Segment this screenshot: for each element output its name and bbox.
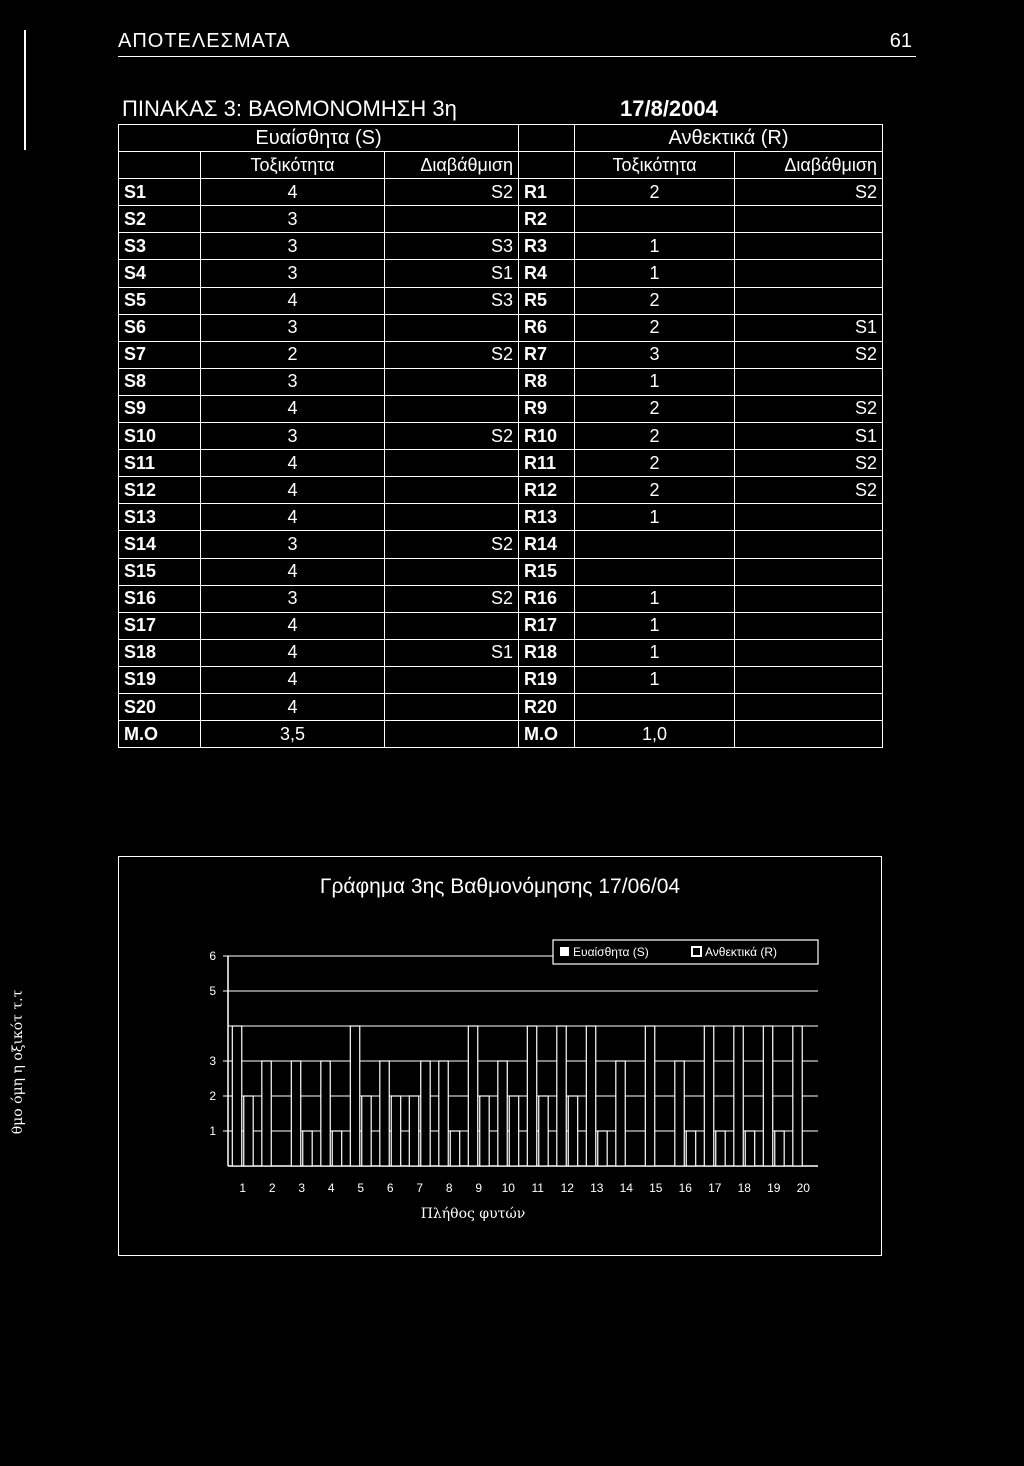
cell-sensitive-toxicity: 3 xyxy=(201,423,385,450)
x-tick-label: 18 xyxy=(737,1181,751,1195)
empty-cell xyxy=(519,125,575,152)
cell-resistant-toxicity xyxy=(575,206,735,233)
cell-sensitive-grading xyxy=(385,504,519,531)
page-number: 61 xyxy=(889,30,912,52)
table-row xyxy=(119,450,883,477)
mean-row xyxy=(119,721,883,748)
cell-resistant-id: R10 xyxy=(519,423,575,450)
section-title: ΑΠΟΤΕΛΕΣΜΑΤΑ xyxy=(118,30,291,52)
bar-resistant xyxy=(686,1131,695,1166)
cell-sensitive-id: S12 xyxy=(119,477,201,504)
cell-sensitive-grading: S2 xyxy=(385,531,519,558)
cell-resistant-toxicity: 1 xyxy=(575,504,735,531)
table-row xyxy=(119,693,883,720)
bar-resistant xyxy=(244,1096,253,1166)
table-row xyxy=(119,314,883,341)
bar-sensitive xyxy=(645,1026,654,1166)
cell-sensitive-toxicity: 4 xyxy=(201,639,385,666)
bar-sensitive xyxy=(321,1061,330,1166)
legend-label-sensitive: Ευαίσθητα (S) xyxy=(573,945,649,959)
x-tick-label: 15 xyxy=(649,1181,663,1195)
x-tick-label: 20 xyxy=(796,1181,810,1195)
cell-sensitive-grading: S2 xyxy=(385,585,519,612)
group-sensitive: Ευαίσθητα (S) xyxy=(119,125,519,152)
x-tick-label: 7 xyxy=(416,1181,424,1195)
cell-sensitive-toxicity: 3 xyxy=(201,585,385,612)
table-row xyxy=(119,558,883,585)
table-row xyxy=(119,179,883,206)
cell-sensitive-grading: S2 xyxy=(385,179,519,206)
table-row xyxy=(119,477,883,504)
cell-resistant-grading: S2 xyxy=(735,450,883,477)
margin-rule xyxy=(24,30,26,150)
cell-resistant-id: R9 xyxy=(519,395,575,422)
x-tick-label: 17 xyxy=(708,1181,722,1195)
cell-resistant-toxicity: 2 xyxy=(575,287,735,314)
bar-resistant xyxy=(391,1096,400,1166)
cell-resistant-toxicity xyxy=(575,558,735,585)
cell-resistant-toxicity: 2 xyxy=(575,450,735,477)
bar-resistant xyxy=(421,1061,430,1166)
chart-y-label: θμο όμη η οξικότ τ.τ xyxy=(10,989,26,1135)
bar-resistant xyxy=(362,1096,371,1166)
cell-resistant-toxicity: 2 xyxy=(575,423,735,450)
cell-sensitive-grading: S1 xyxy=(385,260,519,287)
cell-resistant-id: R6 xyxy=(519,314,575,341)
cell-resistant-grading: S2 xyxy=(735,477,883,504)
bar-resistant xyxy=(568,1096,577,1166)
cell-sensitive-id: S15 xyxy=(119,558,201,585)
cell-sensitive-id: S4 xyxy=(119,260,201,287)
cell-sensitive-toxicity: 4 xyxy=(201,477,385,504)
column-header-row xyxy=(119,152,883,179)
bar-sensitive xyxy=(291,1061,300,1166)
table-row xyxy=(119,260,883,287)
cell-resistant-id: R8 xyxy=(519,368,575,395)
cell-resistant-toxicity: 1 xyxy=(575,260,735,287)
cell-resistant-grading xyxy=(735,233,883,260)
x-tick-label: 12 xyxy=(560,1181,574,1195)
bar-sensitive xyxy=(527,1026,536,1166)
y-tick-label: 6 xyxy=(209,949,216,963)
group-header-row xyxy=(119,125,883,152)
x-tick-label: 10 xyxy=(501,1181,515,1195)
cell-resistant-grading xyxy=(735,666,883,693)
y-tick-label: 5 xyxy=(209,984,216,998)
bar-resistant xyxy=(745,1131,754,1166)
cell-sensitive-id: S6 xyxy=(119,314,201,341)
cell-sensitive-toxicity: 3 xyxy=(201,368,385,395)
cell-sensitive-id: S11 xyxy=(119,450,201,477)
x-tick-label: 1 xyxy=(239,1181,247,1195)
cell-resistant-grading xyxy=(735,260,883,287)
x-tick-label: 16 xyxy=(678,1181,692,1195)
table-row xyxy=(119,504,883,531)
cell-resistant-id: R20 xyxy=(519,693,575,720)
cell-resistant-id: R14 xyxy=(519,531,575,558)
cell-resistant-grading xyxy=(735,585,883,612)
cell-sensitive-id: S8 xyxy=(119,368,201,395)
cell-sensitive-toxicity: 4 xyxy=(201,612,385,639)
cell-resistant-grading xyxy=(735,612,883,639)
bar-resistant xyxy=(303,1131,312,1166)
cell-resistant-grading xyxy=(735,504,883,531)
cell-sensitive-id: S9 xyxy=(119,395,201,422)
legend-swatch-sensitive xyxy=(560,947,569,956)
cell-resistant-id: R3 xyxy=(519,233,575,260)
page-header xyxy=(118,30,916,57)
cell-sensitive-grading xyxy=(385,395,519,422)
cell-resistant-grading: S1 xyxy=(735,423,883,450)
cell-resistant-toxicity xyxy=(575,531,735,558)
table-row xyxy=(119,341,883,368)
cell-sensitive-id: S19 xyxy=(119,666,201,693)
cell-resistant-grading: S1 xyxy=(735,314,883,341)
x-tick-label: 6 xyxy=(386,1181,394,1195)
cell-sensitive-toxicity: 4 xyxy=(201,287,385,314)
bar-resistant xyxy=(450,1131,459,1166)
cell-resistant-toxicity: 2 xyxy=(575,314,735,341)
bar-sensitive xyxy=(616,1061,625,1166)
cell-sensitive-toxicity: 4 xyxy=(201,666,385,693)
cell-resistant-grading: S2 xyxy=(735,179,883,206)
cell-sensitive-id: S16 xyxy=(119,585,201,612)
cell-sensitive-grading: S2 xyxy=(385,341,519,368)
bar-sensitive xyxy=(350,1026,359,1166)
cell-sensitive-id: S20 xyxy=(119,693,201,720)
cell-sensitive-toxicity: 3 xyxy=(201,206,385,233)
table-row xyxy=(119,666,883,693)
cell-resistant-id: R16 xyxy=(519,585,575,612)
y-tick-label: 2 xyxy=(209,1089,216,1103)
cell-resistant-id: R1 xyxy=(519,179,575,206)
cell-sensitive-toxicity: 3 xyxy=(201,233,385,260)
x-tick-label: 2 xyxy=(268,1181,276,1195)
cell-sensitive-grading xyxy=(385,693,519,720)
bar-sensitive xyxy=(232,1026,241,1166)
bar-resistant xyxy=(539,1096,548,1166)
cell-sensitive-toxicity: 4 xyxy=(201,179,385,206)
cell-resistant-grading xyxy=(735,287,883,314)
table-row xyxy=(119,585,883,612)
table-row xyxy=(119,612,883,639)
cell-sensitive-grading: S3 xyxy=(385,287,519,314)
mean-label-s: Μ.Ο xyxy=(119,721,201,748)
x-tick-label: 8 xyxy=(445,1181,453,1195)
cell-sensitive-grading xyxy=(385,612,519,639)
cell-sensitive-grading: S1 xyxy=(385,639,519,666)
bar-resistant xyxy=(598,1131,607,1166)
cell-resistant-toxicity: 1 xyxy=(575,585,735,612)
group-resistant: Ανθεκτικά (R) xyxy=(575,125,883,152)
cell-sensitive-toxicity: 4 xyxy=(201,558,385,585)
x-tick-label: 19 xyxy=(767,1181,781,1195)
bar-sensitive xyxy=(793,1026,802,1166)
empty-cell xyxy=(735,721,883,748)
chart-title: Γράφημα 3ης Βαθμονόμησης 17/06/04 xyxy=(319,875,681,898)
cell-resistant-toxicity: 1 xyxy=(575,368,735,395)
cell-resistant-grading xyxy=(735,531,883,558)
cell-resistant-toxicity: 2 xyxy=(575,395,735,422)
table-row xyxy=(119,206,883,233)
bar-sensitive xyxy=(734,1026,743,1166)
bar-sensitive xyxy=(439,1061,448,1166)
bar-sensitive xyxy=(586,1026,595,1166)
bar-sensitive xyxy=(704,1026,713,1166)
bar-sensitive xyxy=(498,1061,507,1166)
cell-resistant-grading xyxy=(735,558,883,585)
cell-resistant-toxicity: 1 xyxy=(575,233,735,260)
mean-value-r: 1,0 xyxy=(575,721,735,748)
cell-sensitive-toxicity: 3 xyxy=(201,531,385,558)
cell-resistant-id: R11 xyxy=(519,450,575,477)
x-tick-label: 9 xyxy=(475,1181,483,1195)
cell-resistant-id: R19 xyxy=(519,666,575,693)
col-grading-s: Διαβάθμιση xyxy=(385,152,519,179)
bar-sensitive xyxy=(763,1026,772,1166)
bar-chart xyxy=(118,856,882,1256)
cell-sensitive-grading xyxy=(385,558,519,585)
mean-label-r: Μ.Ο xyxy=(519,721,575,748)
table-row xyxy=(119,423,883,450)
legend-swatch-resistant xyxy=(692,947,701,956)
cell-sensitive-id: S1 xyxy=(119,179,201,206)
cell-sensitive-grading xyxy=(385,314,519,341)
y-tick-label: 3 xyxy=(209,1054,216,1068)
chart-x-label: Πλήθος φυτών xyxy=(420,1206,526,1222)
bar-resistant xyxy=(480,1096,489,1166)
cell-resistant-grading xyxy=(735,368,883,395)
cell-sensitive-id: S14 xyxy=(119,531,201,558)
cell-resistant-toxicity: 1 xyxy=(575,666,735,693)
cell-resistant-toxicity: 2 xyxy=(575,477,735,504)
bar-resistant xyxy=(716,1131,725,1166)
bar-sensitive xyxy=(380,1061,389,1166)
cell-sensitive-toxicity: 4 xyxy=(201,504,385,531)
cell-resistant-id: R4 xyxy=(519,260,575,287)
cell-sensitive-grading xyxy=(385,477,519,504)
cell-resistant-toxicity xyxy=(575,693,735,720)
empty-cell xyxy=(385,721,519,748)
cell-resistant-grading xyxy=(735,693,883,720)
grading-table xyxy=(118,124,883,748)
cell-sensitive-toxicity: 4 xyxy=(201,693,385,720)
cell-resistant-id: R18 xyxy=(519,639,575,666)
cell-sensitive-id: S18 xyxy=(119,639,201,666)
cell-sensitive-toxicity: 3 xyxy=(201,314,385,341)
cell-sensitive-toxicity: 4 xyxy=(201,450,385,477)
table-row xyxy=(119,287,883,314)
cell-resistant-id: R2 xyxy=(519,206,575,233)
table-date: 17/8/2004 xyxy=(620,96,718,121)
cell-resistant-grading: S2 xyxy=(735,341,883,368)
cell-resistant-grading xyxy=(735,206,883,233)
bar-sensitive xyxy=(409,1096,418,1166)
cell-resistant-id: R5 xyxy=(519,287,575,314)
cell-resistant-id: R17 xyxy=(519,612,575,639)
table-row xyxy=(119,368,883,395)
cell-resistant-toxicity: 1 xyxy=(575,639,735,666)
x-tick-label: 14 xyxy=(619,1181,633,1195)
col-toxicity-s: Τοξικότητα xyxy=(201,152,385,179)
bar-sensitive xyxy=(675,1061,684,1166)
empty-cell xyxy=(119,152,201,179)
cell-sensitive-id: S7 xyxy=(119,341,201,368)
cell-resistant-grading: S2 xyxy=(735,395,883,422)
table-row xyxy=(119,639,883,666)
col-grading-r: Διαβάθμιση xyxy=(735,152,883,179)
cell-resistant-id: R15 xyxy=(519,558,575,585)
table-title: ΠΙΝΑΚΑΣ 3: ΒΑΘΜΟΝΟΜΗΣΗ 3η xyxy=(122,96,457,121)
cell-sensitive-toxicity: 2 xyxy=(201,341,385,368)
x-tick-label: 13 xyxy=(590,1181,604,1195)
cell-sensitive-toxicity: 3 xyxy=(201,260,385,287)
bar-resistant xyxy=(509,1096,518,1166)
x-tick-label: 5 xyxy=(357,1181,365,1195)
cell-sensitive-id: S10 xyxy=(119,423,201,450)
cell-sensitive-grading: S3 xyxy=(385,233,519,260)
cell-resistant-id: R13 xyxy=(519,504,575,531)
cell-resistant-grading xyxy=(735,639,883,666)
x-tick-label: 3 xyxy=(298,1181,306,1195)
bar-resistant xyxy=(332,1131,341,1166)
cell-sensitive-id: S3 xyxy=(119,233,201,260)
cell-resistant-toxicity: 3 xyxy=(575,341,735,368)
cell-sensitive-grading xyxy=(385,666,519,693)
col-toxicity-r: Τοξικότητα xyxy=(575,152,735,179)
bar-sensitive xyxy=(262,1061,271,1166)
cell-sensitive-id: S2 xyxy=(119,206,201,233)
cell-resistant-id: R12 xyxy=(519,477,575,504)
table-row xyxy=(119,395,883,422)
table-row xyxy=(119,233,883,260)
bar-sensitive xyxy=(557,1026,566,1166)
empty-cell xyxy=(519,152,575,179)
cell-resistant-id: R7 xyxy=(519,341,575,368)
x-tick-label: 11 xyxy=(531,1181,544,1195)
bar-resistant xyxy=(775,1131,784,1166)
cell-sensitive-id: S5 xyxy=(119,287,201,314)
x-tick-label: 4 xyxy=(327,1181,335,1195)
cell-resistant-toxicity: 2 xyxy=(575,179,735,206)
cell-sensitive-grading xyxy=(385,450,519,477)
cell-sensitive-grading xyxy=(385,206,519,233)
legend-label-resistant: Ανθεκτικά (R) xyxy=(705,945,777,959)
cell-sensitive-toxicity: 4 xyxy=(201,395,385,422)
table-row xyxy=(119,531,883,558)
bar-sensitive xyxy=(468,1026,477,1166)
cell-resistant-toxicity: 1 xyxy=(575,612,735,639)
table-body xyxy=(119,125,883,748)
cell-sensitive-grading: S2 xyxy=(385,423,519,450)
cell-sensitive-grading xyxy=(385,368,519,395)
cell-sensitive-id: S13 xyxy=(119,504,201,531)
mean-value-s: 3,5 xyxy=(201,721,385,748)
cell-sensitive-id: S17 xyxy=(119,612,201,639)
y-tick-label: 1 xyxy=(209,1124,216,1138)
